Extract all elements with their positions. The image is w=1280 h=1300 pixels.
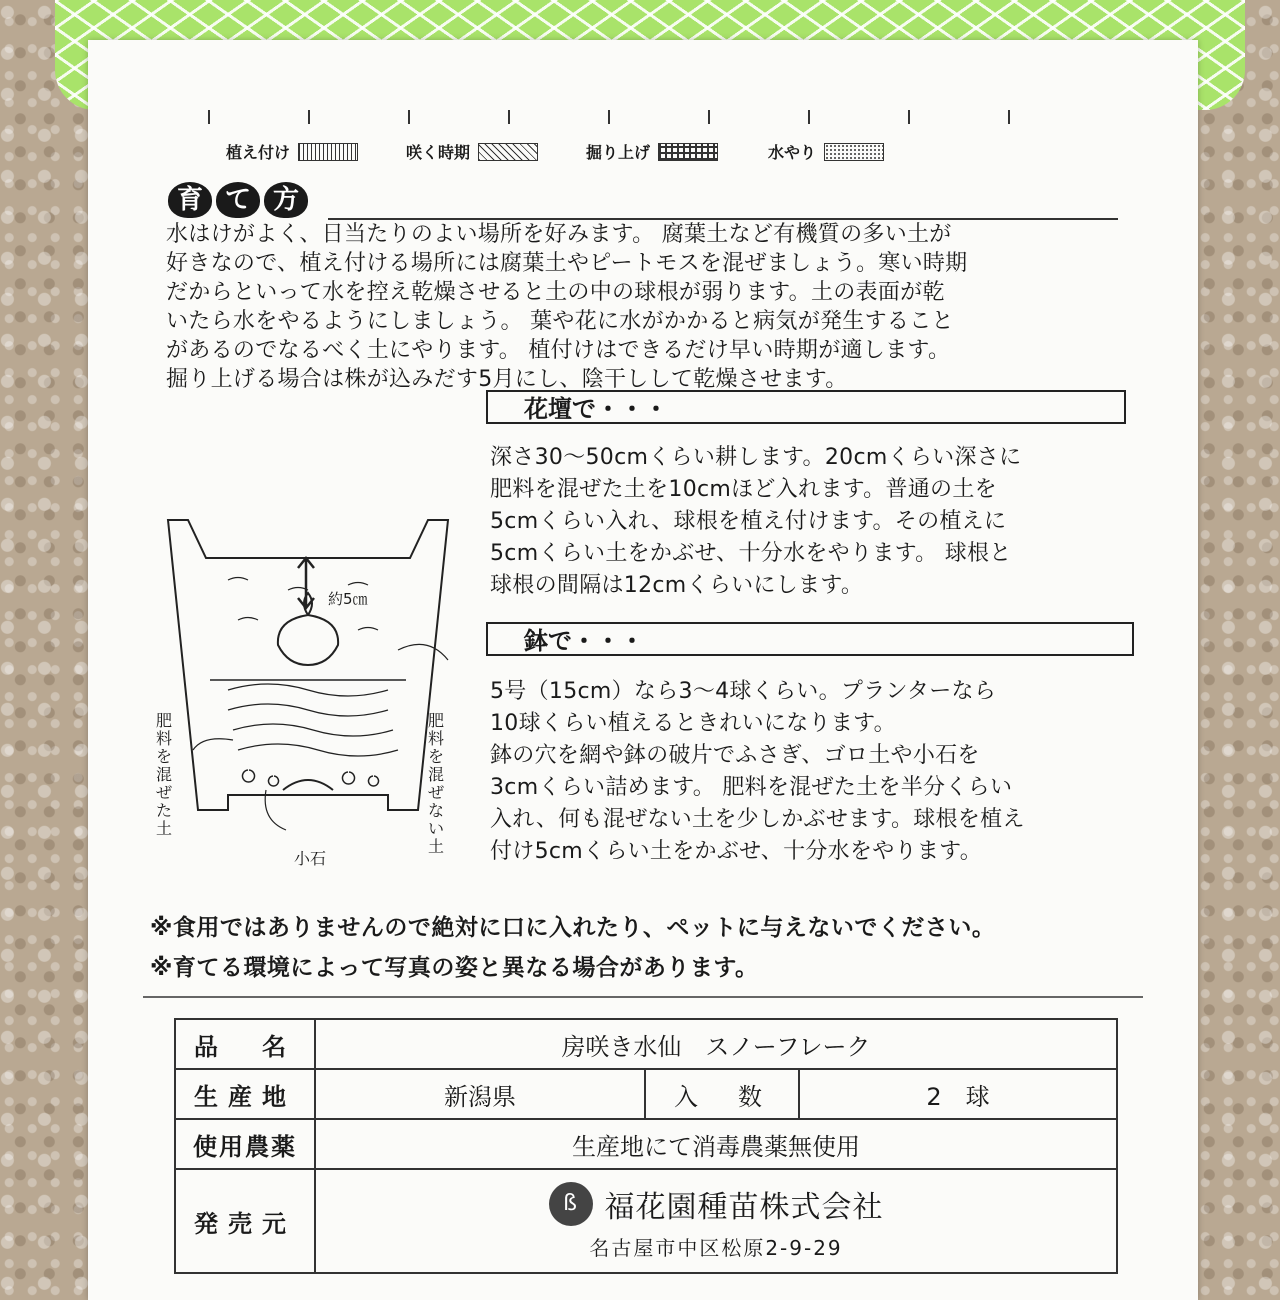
origin-label: 生産地 <box>175 1069 315 1119</box>
right-soil-label: 肥料を混ぜない土 <box>428 711 445 856</box>
company-row <box>317 1182 1115 1226</box>
instruction-card <box>88 40 1198 1300</box>
origin-value: 新潟県 <box>315 1069 645 1119</box>
company-logo-icon: ß <box>549 1182 593 1226</box>
count-value: 2 球 <box>799 1069 1117 1119</box>
drain-hole <box>283 780 333 790</box>
seller-label: 発売元 <box>175 1169 315 1273</box>
note-not-edible: ※食用ではありませんので絶対に口に入れたり、ペットに与えないでください。 <box>150 915 996 941</box>
pesticide-value: 生産地にて消毒農薬無使用 <box>315 1119 1117 1169</box>
product-spec-table <box>174 1018 1118 1274</box>
growing-instructions: 水はけがよく、日当たりのよい場所を好みます。 腐葉土など有機質の多い土が 好きなので、植え付ける場所には腐葉土やピートモスを混ぜましょう。寒い時期 だからといって水を控え乾燥させると土の中の球根が弱ります。土の表面が乾 いたら水をやるようにしましょう。 葉や花に水がかかると病気が発生すること があるのでなるべく土にやります。 植付けはできるだけ早い時期が適します。 掘り上げる場合は株が込みだす5月にし、陰干しして乾燥させます。 <box>166 222 968 392</box>
flowerbed-instructions: 深さ30～50cmくらい耕します。20cmくらい深さに 肥料を混ぜた土を10cmほど入れます。普通の土を 5cmくらい入れ、球根を植え付けます。その植えに 5cmくらい土をかぶせ、十分水をやります。 球根と 球根の間隔は12cmくらいにします。 <box>490 445 1022 598</box>
calendar-legend <box>88 140 1198 166</box>
stone-label: 小石 <box>294 849 327 868</box>
depth-label: 約5㎝ <box>328 590 368 608</box>
left-pointer <box>193 739 233 750</box>
separator <box>143 996 1143 998</box>
planting-swatch <box>298 143 358 161</box>
pot-title: 鉢で・・・ <box>486 622 1134 656</box>
legend-dig: 掘り上げ <box>586 140 718 163</box>
section-heading: 育 て 方 <box>168 182 308 218</box>
dig-swatch <box>658 143 718 161</box>
warning-notes <box>150 908 995 988</box>
bloom-swatch <box>478 143 538 161</box>
right-pointer <box>398 644 448 660</box>
name-value: 房咲き水仙 スノーフレーク <box>315 1019 1117 1069</box>
water-swatch <box>824 143 884 161</box>
name-label: 品 名 <box>175 1019 315 1069</box>
count-label: 入 数 <box>645 1069 799 1119</box>
calendar-ticks <box>208 110 1208 130</box>
pesticide-label: 使用農薬 <box>175 1119 315 1169</box>
stones <box>243 770 379 786</box>
note-appearance: ※育てる環境によって写真の姿と異なる場合があります。 <box>150 955 759 981</box>
legend-bloom: 咲く時期 <box>406 140 538 163</box>
company-name: 福花園種苗株式会社 <box>604 1189 884 1225</box>
left-soil-label: 肥料を混ぜた土 <box>156 711 173 838</box>
pot-instructions: 5号（15cm）なら3～4球くらい。プランターなら 10球くらい植えるときれいになります。 鉢の穴を網や鉢の破片でふさぎ、ゴロ土や小石を 3cmくらい詰めます。 肥料を混ぜた土を半分くらい 入れ、何も混ぜない土を少しかぶせます。球根を植え 付け5cmくらい土をかぶせ、十分水をやります。 <box>490 679 1025 864</box>
legend-planting: 植え付け <box>226 140 358 163</box>
depth-arrow <box>298 558 314 608</box>
legend-water: 水やり <box>768 140 884 163</box>
seller-block <box>315 1169 1117 1273</box>
flowerbed-title: 花壇で・・・ <box>486 390 1126 424</box>
company-address: 名古屋市中区松原2-9-29 <box>589 1235 843 1260</box>
